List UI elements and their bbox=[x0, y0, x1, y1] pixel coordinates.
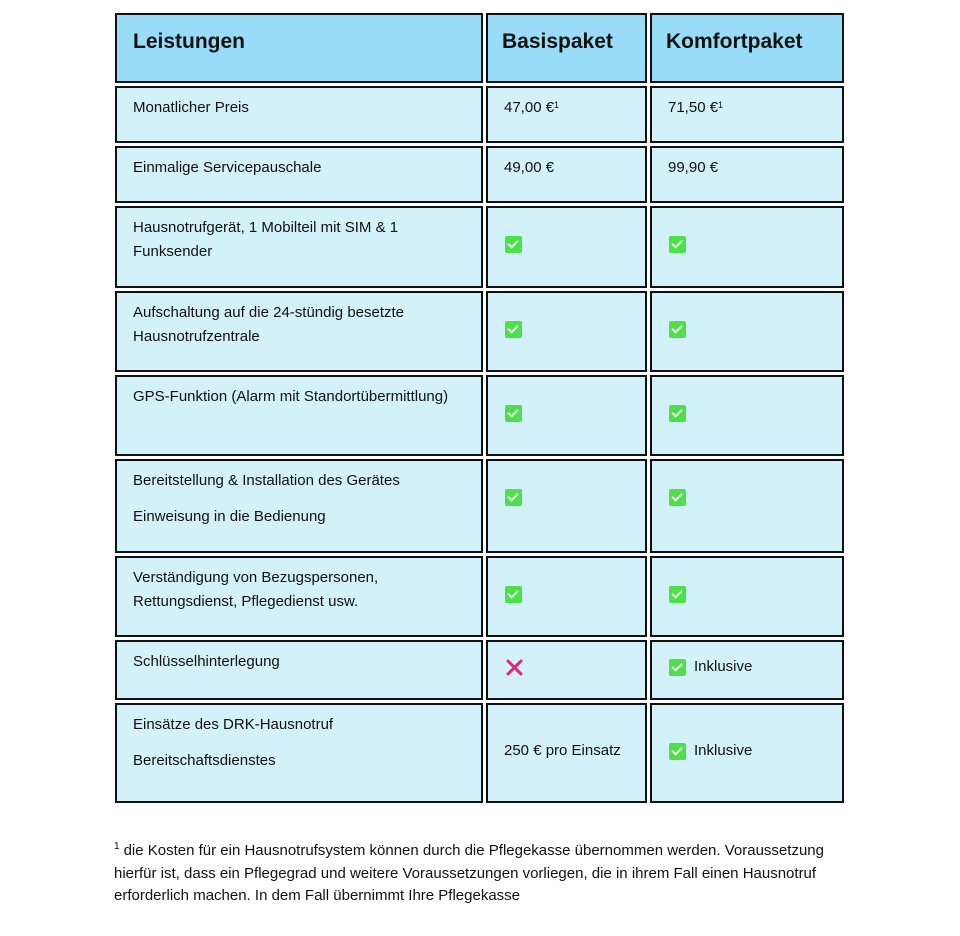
basis-status bbox=[488, 642, 645, 679]
komfort-status bbox=[652, 642, 842, 679]
value-text: 47,00 € bbox=[504, 99, 555, 116]
table-row bbox=[115, 86, 844, 143]
basis-status bbox=[488, 558, 645, 606]
basis-value bbox=[488, 88, 645, 120]
komfort-status bbox=[652, 705, 842, 763]
header-label: Leistungen bbox=[133, 30, 246, 53]
komfort-status bbox=[652, 558, 842, 606]
komfort-cell bbox=[650, 146, 844, 203]
feature-text bbox=[117, 558, 481, 614]
check-icon bbox=[669, 405, 686, 422]
feature-cell bbox=[115, 640, 483, 700]
basis-cell bbox=[486, 291, 647, 372]
komfort-value bbox=[652, 148, 842, 180]
header-basispaket bbox=[486, 13, 647, 83]
feature-text bbox=[117, 148, 481, 180]
check-icon bbox=[505, 586, 522, 603]
basis-status bbox=[488, 461, 645, 509]
value-text: 71,50 € bbox=[668, 99, 719, 116]
feature-text bbox=[117, 293, 481, 349]
comparison-table bbox=[112, 10, 847, 806]
table-row bbox=[115, 206, 844, 288]
feature-text bbox=[117, 705, 481, 773]
komfort-cell bbox=[650, 375, 844, 456]
header-komfortpaket bbox=[650, 13, 844, 83]
cross-icon bbox=[505, 658, 523, 676]
check-icon bbox=[669, 489, 686, 506]
feature-text bbox=[117, 208, 481, 264]
check-icon bbox=[505, 489, 522, 506]
feature-cell bbox=[115, 206, 483, 288]
table-row bbox=[115, 703, 844, 803]
basis-cell bbox=[486, 86, 647, 143]
value-text: 49,00 € bbox=[504, 159, 555, 176]
check-icon bbox=[669, 586, 686, 603]
footnote bbox=[114, 840, 834, 908]
feature-line: Monatlicher Preis bbox=[133, 99, 249, 116]
komfort-cell bbox=[650, 291, 844, 372]
status-label: Inklusive bbox=[694, 742, 753, 760]
feature-line: Bereitstellung & Installation des Gerätes bbox=[133, 472, 400, 489]
basis-cell bbox=[486, 375, 647, 456]
komfort-cell bbox=[650, 703, 844, 803]
komfort-status bbox=[652, 461, 842, 509]
komfort-cell bbox=[650, 206, 844, 288]
status-label: Inklusive bbox=[694, 658, 753, 676]
basis-cell bbox=[486, 640, 647, 700]
value-text: 250 € pro Einsatz bbox=[504, 742, 621, 759]
basis-status bbox=[488, 293, 645, 341]
table-row bbox=[115, 146, 844, 203]
feature-line: Einweisung in die Bedienung bbox=[133, 508, 326, 525]
feature-line: Einmalige Servicepauschale bbox=[133, 159, 322, 176]
komfort-cell bbox=[650, 459, 844, 553]
feature-cell bbox=[115, 375, 483, 456]
feature-cell bbox=[115, 146, 483, 203]
feature-line: Aufschaltung auf die 24-stündig besetzte Hausnotrufzentrale bbox=[133, 304, 405, 345]
feature-cell bbox=[115, 459, 483, 553]
basis-cell bbox=[486, 703, 647, 803]
check-icon bbox=[669, 321, 686, 338]
komfort-status bbox=[652, 377, 842, 425]
komfort-cell bbox=[650, 556, 844, 637]
basis-value bbox=[488, 148, 645, 180]
basis-cell bbox=[486, 556, 647, 637]
check-icon bbox=[669, 659, 686, 676]
feature-text bbox=[117, 461, 481, 529]
footnote-reference: 1 bbox=[718, 100, 724, 110]
feature-line: Verständigung von Bezugspersonen, Rettungsdienst, Pflegedienst usw. bbox=[133, 569, 379, 610]
basis-value bbox=[488, 705, 645, 763]
footnote-reference: 1 bbox=[554, 100, 560, 110]
table-row bbox=[115, 556, 844, 637]
footnote-text: die Kosten für ein Hausnotrufsystem können durch die Pflegekasse übernommen werden. Voraussetzung hierfür ist, dass ein Pflegegrad und weitere Voraussetzungen vorliegen, die in ihrem Fall einen Hausnotruf erforderlich machen. In dem Fall übernimmt Ihre Pflegekasse bbox=[114, 842, 824, 904]
value-text: 99,90 € bbox=[668, 159, 719, 176]
table-row bbox=[115, 459, 844, 553]
header-leistungen bbox=[115, 13, 483, 83]
feature-cell bbox=[115, 86, 483, 143]
feature-line: Hausnotrufgerät, 1 Mobilteil mit SIM & 1 Funksender bbox=[133, 219, 399, 260]
line-gap bbox=[133, 493, 471, 505]
line-gap bbox=[133, 737, 471, 749]
header-label: Basispaket bbox=[502, 30, 613, 53]
feature-text bbox=[117, 377, 481, 409]
komfort-status bbox=[652, 208, 842, 256]
check-icon bbox=[505, 236, 522, 253]
basis-cell bbox=[486, 459, 647, 553]
footnote-marker: 1 bbox=[114, 841, 120, 852]
check-icon bbox=[669, 236, 686, 253]
check-icon bbox=[505, 321, 522, 338]
feature-cell bbox=[115, 556, 483, 637]
table-body bbox=[115, 86, 844, 803]
basis-status bbox=[488, 377, 645, 425]
check-icon bbox=[505, 405, 522, 422]
feature-line: Bereitschaftsdienstes bbox=[133, 752, 276, 769]
komfort-status bbox=[652, 293, 842, 341]
feature-cell bbox=[115, 703, 483, 803]
header-label: Komfortpaket bbox=[666, 30, 803, 53]
komfort-cell bbox=[650, 86, 844, 143]
feature-line: GPS-Funktion (Alarm mit Standortübermittlung) bbox=[133, 388, 449, 405]
basis-cell bbox=[486, 206, 647, 288]
table-row bbox=[115, 375, 844, 456]
feature-cell bbox=[115, 291, 483, 372]
check-icon bbox=[669, 743, 686, 760]
basis-cell bbox=[486, 146, 647, 203]
komfort-value bbox=[652, 88, 842, 120]
table-header-row bbox=[115, 13, 844, 83]
feature-line: Einsätze des DRK-Hausnotruf bbox=[133, 716, 334, 733]
feature-text bbox=[117, 88, 481, 120]
table-row bbox=[115, 291, 844, 372]
basis-status bbox=[488, 208, 645, 256]
table-row bbox=[115, 640, 844, 700]
feature-text bbox=[117, 642, 481, 674]
komfort-cell bbox=[650, 640, 844, 700]
feature-line: Schlüsselhinterlegung bbox=[133, 653, 280, 670]
